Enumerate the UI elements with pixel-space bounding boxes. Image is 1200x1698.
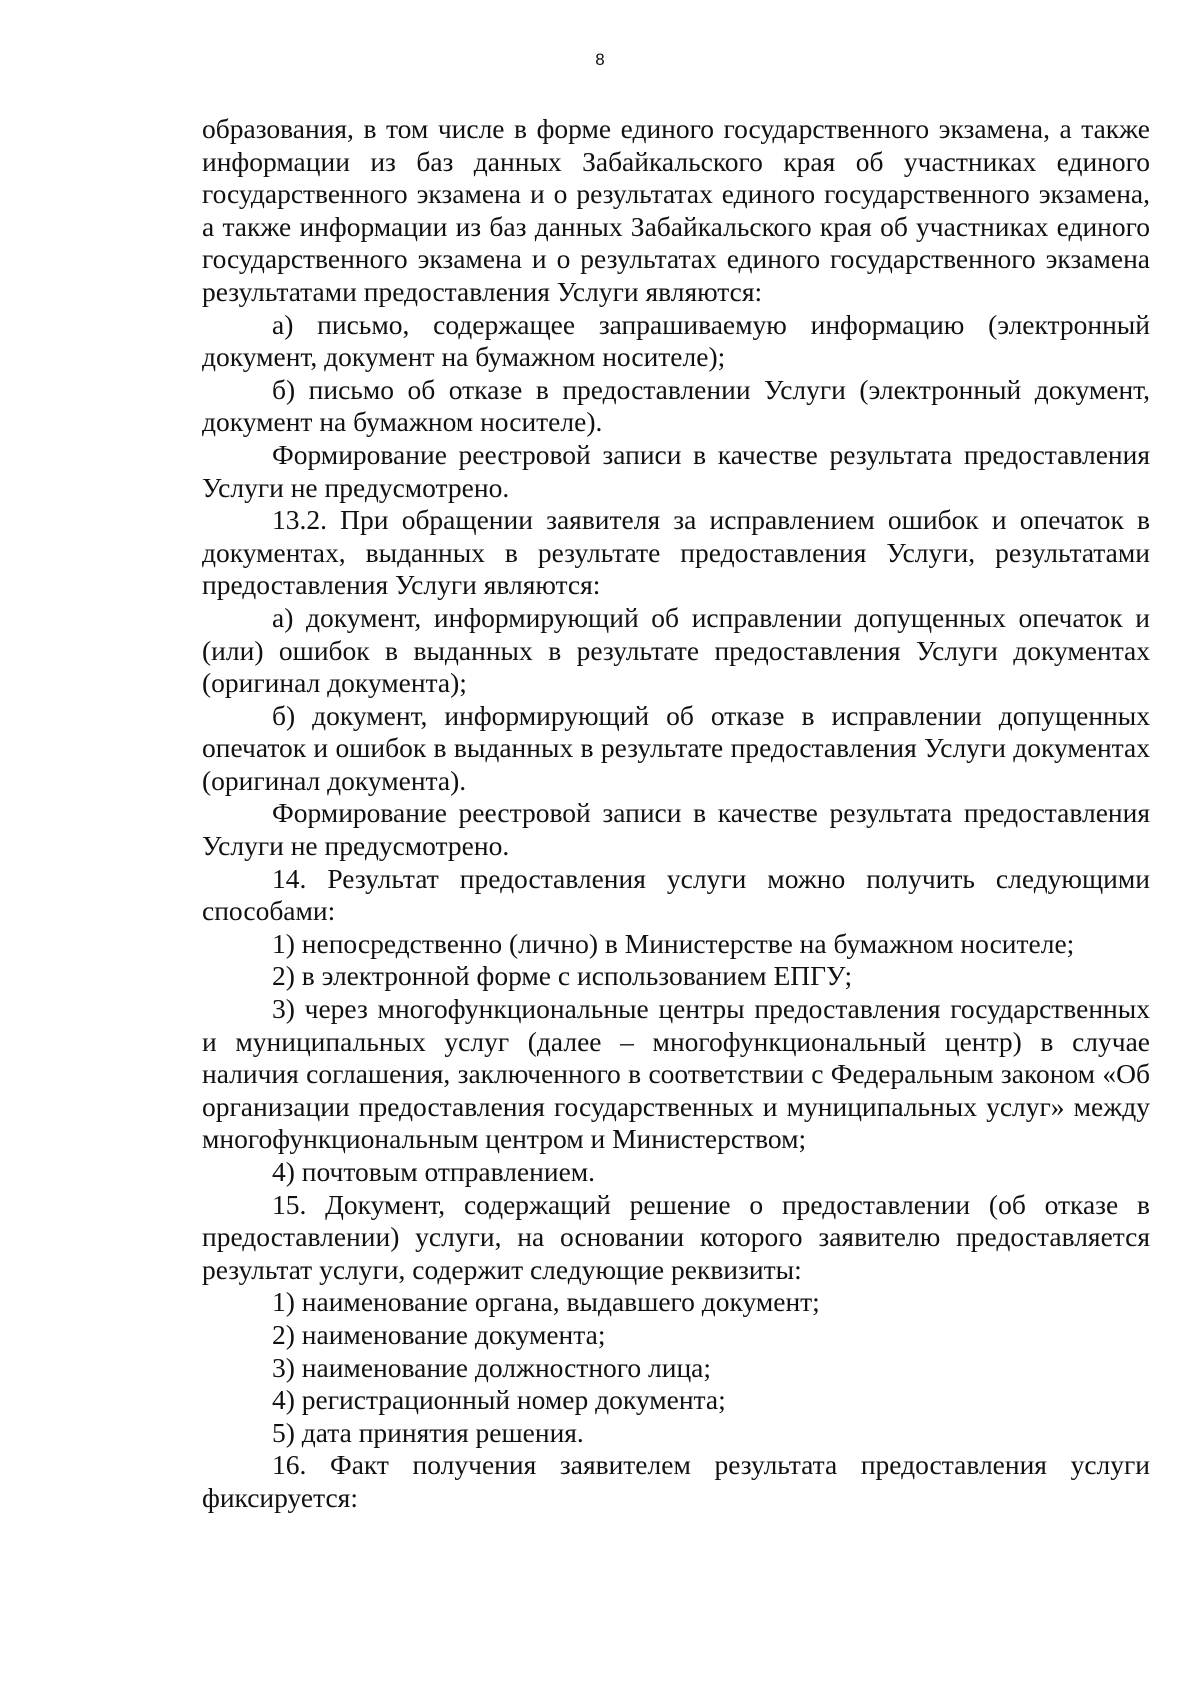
paragraph: 2) в электронной форме с использованием ЕПГУ; (272, 960, 853, 992)
paragraph: 1) наименование органа, выдавшего документ; (272, 1286, 820, 1318)
paragraph: 15. Документ, содержащий решение о предоставлении (об отказе в предоставлении) услуги, на основании которого заявителю предоставляется результат услуги, содержит следующие реквизиты: (202, 1188, 1150, 1285)
paragraph: 1) непосредственно (лично) в Министерстве на бумажном носителе; (272, 927, 1075, 959)
paragraph: б) письмо об отказе в предоставлении Услуги (электронный документ, документ на бумажном носителе). (202, 373, 1150, 438)
paragraph: Формирование реестровой записи в качестве результата предоставления Услуги не предусмотрено. (202, 797, 1150, 862)
paragraph: а) документ, информирующий об исправлении допущенных опечаток и (или) ошибок в выданных в результате предоставления Услуги документах (оригинал документа); (202, 601, 1150, 699)
paragraph: 5) дата принятия решения. (272, 1416, 584, 1448)
paragraph: 13.2. При обращении заявителя за исправлением ошибок и опечаток в документах, выданных в результате предоставления Услуги, результатами предоставления Услуги являются: (202, 504, 1150, 601)
paragraph: образования, в том числе в форме единого государственного экзамена, а также информации из баз данных Забайкальского края об участниках единого государственного экзамена и о результатах единого государственного экзамена, а также информации из баз данных Забайкальского края об участниках единого государственного экзамена и о результатах единого государственного экзамена результатами предоставления Услуги являются: (202, 113, 1150, 307)
page-number: 8 (595, 50, 605, 69)
paragraph: Формирование реестровой записи в качестве результата предоставления Услуги не предусмотрено. (202, 438, 1150, 503)
paragraph: б) документ, информирующий об отказе в исправлении допущенных опечаток и ошибок в выданных в результате предоставления Услуги документах (оригинал документа). (202, 699, 1150, 796)
paragraph: 2) наименование документа; (272, 1318, 606, 1350)
paragraph: 4) почтовым отправлением. (272, 1156, 596, 1187)
document-body (202, 113, 1150, 1515)
paragraph: 3) через многофункциональные центры предоставления государственных и муниципальных услуг (далее – многофункциональный центр) в случае наличия соглашения, заключенного в соответствии с Федеральным законом «Об организации предоставления государственных и муниципальных услуг» между многофункциональным центром и Министерством; (202, 993, 1150, 1155)
paragraph: 3) наименование должностного лица; (272, 1351, 712, 1383)
paragraph: 16. Факт получения заявителем результата предоставления услуги фиксируется: (202, 1449, 1150, 1513)
paragraph: 4) регистрационный номер документа; (272, 1384, 726, 1416)
paragraph: а) письмо, содержащее запрашиваемую информацию (электронный документ, документ на бумажном носителе); (202, 308, 1150, 373)
paragraph: 14. Результат предоставления услуги можно получить следующими способами: (202, 862, 1150, 927)
